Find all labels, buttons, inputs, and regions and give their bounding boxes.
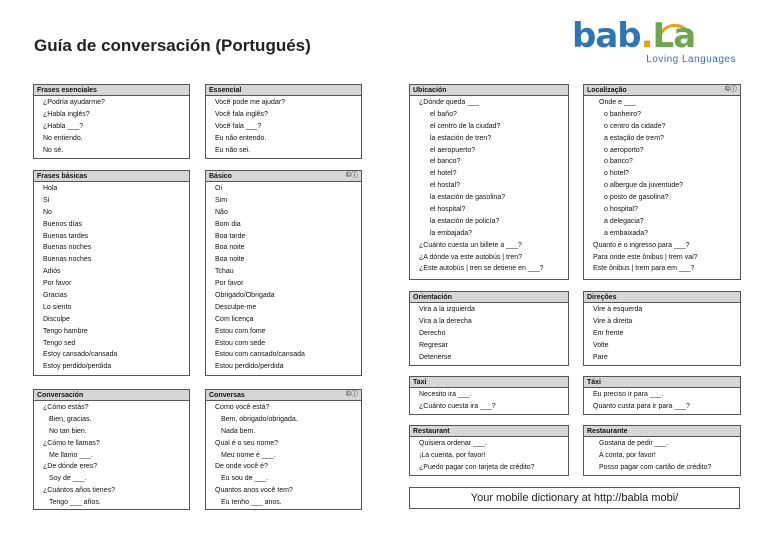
phrase-row: la estación de policía? xyxy=(430,217,500,225)
phrase-row: la embajada? xyxy=(430,229,473,237)
phrase-row: Bem, obrigado/obrigada. xyxy=(221,415,298,423)
box-basico xyxy=(205,170,362,376)
phrase-row: ¿Dónde queda ___ xyxy=(419,99,479,106)
phrase-row: Meu nome é ___. xyxy=(221,451,276,459)
phrase-row: Estou perdido/perdida xyxy=(215,363,284,371)
phrase-row: Estoy cansado/cansada xyxy=(43,351,118,359)
phrase-row: Com licença xyxy=(215,315,254,323)
phrase-row: Qual é o seu nome? xyxy=(215,439,279,447)
box-essencial xyxy=(205,84,362,159)
box-conversas xyxy=(205,389,362,510)
box-title xyxy=(34,390,189,401)
phrase-row: el hospital? xyxy=(430,206,466,214)
phrase-row: ¿A dónde va este autobús | tren? xyxy=(419,253,523,261)
box-title-text: Localização xyxy=(587,87,627,94)
phrase-row: Estou com fome xyxy=(215,327,266,335)
box-title-text: Conversación xyxy=(37,392,84,399)
phrase-row: Este ônibus | trem para em ___? xyxy=(593,265,695,273)
phrase-row: Buenas noches xyxy=(43,244,92,252)
phrase-list xyxy=(206,96,361,156)
phrase-row: Buenas tardes xyxy=(43,232,89,240)
phrase-row: No xyxy=(43,208,52,216)
phrase-row: Eu sou de ___. xyxy=(221,475,269,483)
phrase-row: o posto de gasolina? xyxy=(604,194,669,202)
logo-wordmark: bab.La xyxy=(572,16,696,56)
babla-logo[interactable] xyxy=(572,16,746,72)
phrase-row: el hotel? xyxy=(430,170,457,178)
cc-license-icon: ©ⓘ xyxy=(345,172,358,179)
phrase-row: Regresar xyxy=(419,341,448,349)
footer-mobile-dictionary-link[interactable]: Your mobile dictionary at http://babla mobi/ xyxy=(409,487,740,509)
box-title xyxy=(584,377,740,388)
phrase-row: el baño? xyxy=(430,110,457,118)
phrase-row: Pare xyxy=(593,353,608,361)
phrase-row: Oi xyxy=(215,185,222,192)
box-taxi-es xyxy=(409,376,569,415)
phrase-row: Por favor xyxy=(215,280,244,288)
box-title-text: Essencial xyxy=(209,87,242,94)
cc-license-icon: ©ⓘ xyxy=(724,86,737,93)
phrase-row: ¿Cómo te llamas? xyxy=(43,439,100,447)
phrase-row: el hostal? xyxy=(430,182,460,190)
phrase-row: Adiós xyxy=(43,268,61,276)
phrase-row: o banheiro? xyxy=(604,110,641,118)
phrase-row: Soy de ___. xyxy=(49,475,87,483)
box-title xyxy=(410,85,568,96)
phrase-row: Estou com sede xyxy=(215,339,266,347)
box-title-text: Básico xyxy=(209,173,232,180)
phrase-row: Buenos días xyxy=(43,220,82,228)
phrase-row: Quanto custa para ir para ___? xyxy=(593,402,690,410)
phrase-row: a delegacia? xyxy=(604,217,644,225)
phrase-row: No tan bien. xyxy=(49,427,87,435)
phrase-row: Boa tarde xyxy=(215,232,246,240)
phrase-row: No entiendo. xyxy=(43,134,83,142)
box-localizacao xyxy=(583,84,741,280)
phrase-row: o hotel? xyxy=(604,170,629,178)
phrase-row: Buenas noches xyxy=(43,256,92,264)
phrase-row: el aeropuerto? xyxy=(430,146,476,154)
box-conversacion xyxy=(33,389,190,510)
phrase-row: Gostaria de pedir ___. xyxy=(599,440,669,447)
box-title xyxy=(584,426,740,437)
phrase-list xyxy=(410,96,568,275)
phrase-row: ¿Habla ___? xyxy=(43,122,84,130)
phrase-row: Volte xyxy=(593,341,609,349)
cc-license-icon: ©ⓘ xyxy=(345,391,358,398)
phrase-row: Em frente xyxy=(593,329,624,337)
phrase-list xyxy=(584,303,740,363)
phrase-row: Nada bem. xyxy=(221,427,256,435)
phrase-row: o aeroporto? xyxy=(604,146,644,154)
phrase-row: o albergue da juventude? xyxy=(604,182,684,190)
phrase-row: Posso pagar com cartão de crédito? xyxy=(599,463,712,471)
phrase-row: Hola xyxy=(43,185,58,192)
phrase-row: o banco? xyxy=(604,158,633,166)
box-restaurante-pt xyxy=(583,425,741,476)
phrase-row: o centro da cidade? xyxy=(604,122,666,130)
box-title xyxy=(584,85,740,96)
phrase-row: Quanto é o ingresso para ___? xyxy=(593,241,690,249)
box-title-text: Orientación xyxy=(413,294,452,301)
phrase-row: Boa noite xyxy=(215,244,245,252)
box-title xyxy=(206,390,361,401)
box-title-text: Frases esenciales xyxy=(37,87,97,94)
phrase-row: Eu não entendo. xyxy=(215,134,267,142)
phrase-row: Boa noite xyxy=(215,256,245,264)
phrase-row: Tengo ___ años. xyxy=(49,499,101,507)
phrase-row: Obrigado/Obrigada xyxy=(215,292,275,300)
phrase-row: Bom dia xyxy=(215,220,241,228)
phrase-row: ¿Cuántos años tienes? xyxy=(43,487,115,495)
phrase-row: Para onde este ônibus | trem vai? xyxy=(593,253,698,261)
phrase-row: Tengo hambre xyxy=(43,327,88,335)
box-taxi-pt xyxy=(583,376,741,415)
phrase-row: Tengo sed xyxy=(43,339,76,347)
phrase-row: Estou com cansado/cansada xyxy=(215,351,305,359)
phrase-row: ¿Habla inglés? xyxy=(43,110,90,118)
box-title xyxy=(410,377,568,388)
phrase-row: Você fala ___? xyxy=(215,122,262,130)
phrase-row: Sim xyxy=(215,196,228,204)
box-title xyxy=(206,171,361,182)
logo-tagline: Loving Languages xyxy=(646,54,736,65)
box-title xyxy=(584,292,740,303)
box-title-text: Direções xyxy=(587,294,617,301)
phrase-list xyxy=(584,437,740,474)
box-title-text: Taxi xyxy=(413,379,427,386)
phrase-row: el banco? xyxy=(430,158,461,166)
phrase-row: Onde e ___ xyxy=(599,99,636,106)
phrase-row: Eu tenho ___ anos. xyxy=(221,499,282,507)
box-orientacion xyxy=(409,291,569,366)
phrase-row: Quantos anos você tem? xyxy=(215,487,293,495)
box-restaurant-es xyxy=(409,425,569,476)
phrase-row: ¡La cuenta, por favor! xyxy=(419,451,486,459)
phrase-row: Eu preciso ir para ___. xyxy=(593,391,664,398)
phrase-row: Derecho xyxy=(419,329,446,337)
phrase-row: a embaixada? xyxy=(604,229,648,237)
phrase-row: Vira a la derecha xyxy=(419,317,472,325)
phrase-row: Não xyxy=(215,208,228,216)
phrase-row: Você pode me ajudar? xyxy=(215,99,286,106)
phrase-row: ¿Podría ayudarme? xyxy=(43,99,105,106)
phrase-list xyxy=(206,182,361,373)
phrase-row: Vire à direita xyxy=(593,317,633,325)
phrase-row: Detenerse xyxy=(419,353,452,361)
phrase-list xyxy=(34,401,189,509)
box-title-text: Conversas xyxy=(209,392,245,399)
box-title xyxy=(34,171,189,182)
phrase-row: Por favor xyxy=(43,280,72,288)
phrase-row: Você fala inglês? xyxy=(215,110,268,118)
phrase-row: Estoy perdido/perdida xyxy=(43,363,112,371)
phrase-row: No sé. xyxy=(43,146,64,154)
phrase-row: ¿Cuánto cuesta un billete a ___? xyxy=(419,241,522,249)
phrase-list xyxy=(206,401,361,509)
box-title xyxy=(34,85,189,96)
phrase-row: Me llamo ___. xyxy=(49,451,93,459)
phrase-list xyxy=(584,388,740,413)
phrase-row: a estação de trem? xyxy=(604,134,664,142)
page-title: Guía de conversación (Portugués) xyxy=(34,36,311,55)
phrase-list xyxy=(584,96,740,275)
box-title xyxy=(410,292,568,303)
phrase-row: Vire à esquerda xyxy=(593,306,643,313)
phrase-row: Bien, gracias. xyxy=(49,415,92,423)
phrase-row: Desculpe-me xyxy=(215,303,257,311)
phrase-row: Vira a la izquierda xyxy=(419,306,475,313)
phrase-row: ¿Puedo pagar con tarjeta de crédito? xyxy=(419,463,535,471)
phrase-row: Sí xyxy=(43,196,50,204)
phrase-row: ¿Cómo estás? xyxy=(43,404,89,411)
phrase-row: A conta, por favor! xyxy=(599,451,656,459)
phrase-row: Necesito ira ___. xyxy=(419,391,472,398)
phrase-list xyxy=(410,437,568,474)
box-title-text: Frases básicas xyxy=(37,173,88,180)
phrase-row: ¿Este autobús | tren se detiene en ___? xyxy=(419,265,544,273)
box-frases-basicas xyxy=(33,170,190,376)
phrase-row: Disculpe xyxy=(43,315,70,323)
phrase-row: De onde você é? xyxy=(215,463,268,471)
phrase-row: Lo siento xyxy=(43,303,72,311)
phrase-row: el centro de la ciudad? xyxy=(430,122,501,130)
box-title xyxy=(206,85,361,96)
phrase-row: la estación de tren? xyxy=(430,134,492,142)
box-title-text: Ubicación xyxy=(413,87,447,94)
box-title-text: Restaurant xyxy=(413,428,450,435)
box-title-text: Táxi xyxy=(587,379,602,386)
phrase-list xyxy=(34,182,189,373)
phrase-row: Eu não sei. xyxy=(215,146,251,154)
phrase-row: Quisiera ordenar ___. xyxy=(419,440,487,447)
phrase-row: o hospital? xyxy=(604,206,638,214)
phrase-list xyxy=(34,96,189,156)
phrase-row: ¿Cuánto cuesta ira ___? xyxy=(419,402,496,410)
phrase-row: Tchau xyxy=(215,268,234,276)
box-title xyxy=(410,426,568,437)
phrase-list xyxy=(410,388,568,413)
box-frases-esenciales xyxy=(33,84,190,159)
box-direcoes xyxy=(583,291,741,366)
phrase-list xyxy=(410,303,568,363)
box-ubicacion xyxy=(409,84,569,280)
phrase-row: Gracias xyxy=(43,292,68,300)
phrase-row: Como você está? xyxy=(215,404,270,411)
box-title-text: Restaurante xyxy=(587,428,628,435)
phrase-row: ¿De dónde eres? xyxy=(43,463,98,471)
phrase-row: la estación de gasolina? xyxy=(430,194,506,202)
